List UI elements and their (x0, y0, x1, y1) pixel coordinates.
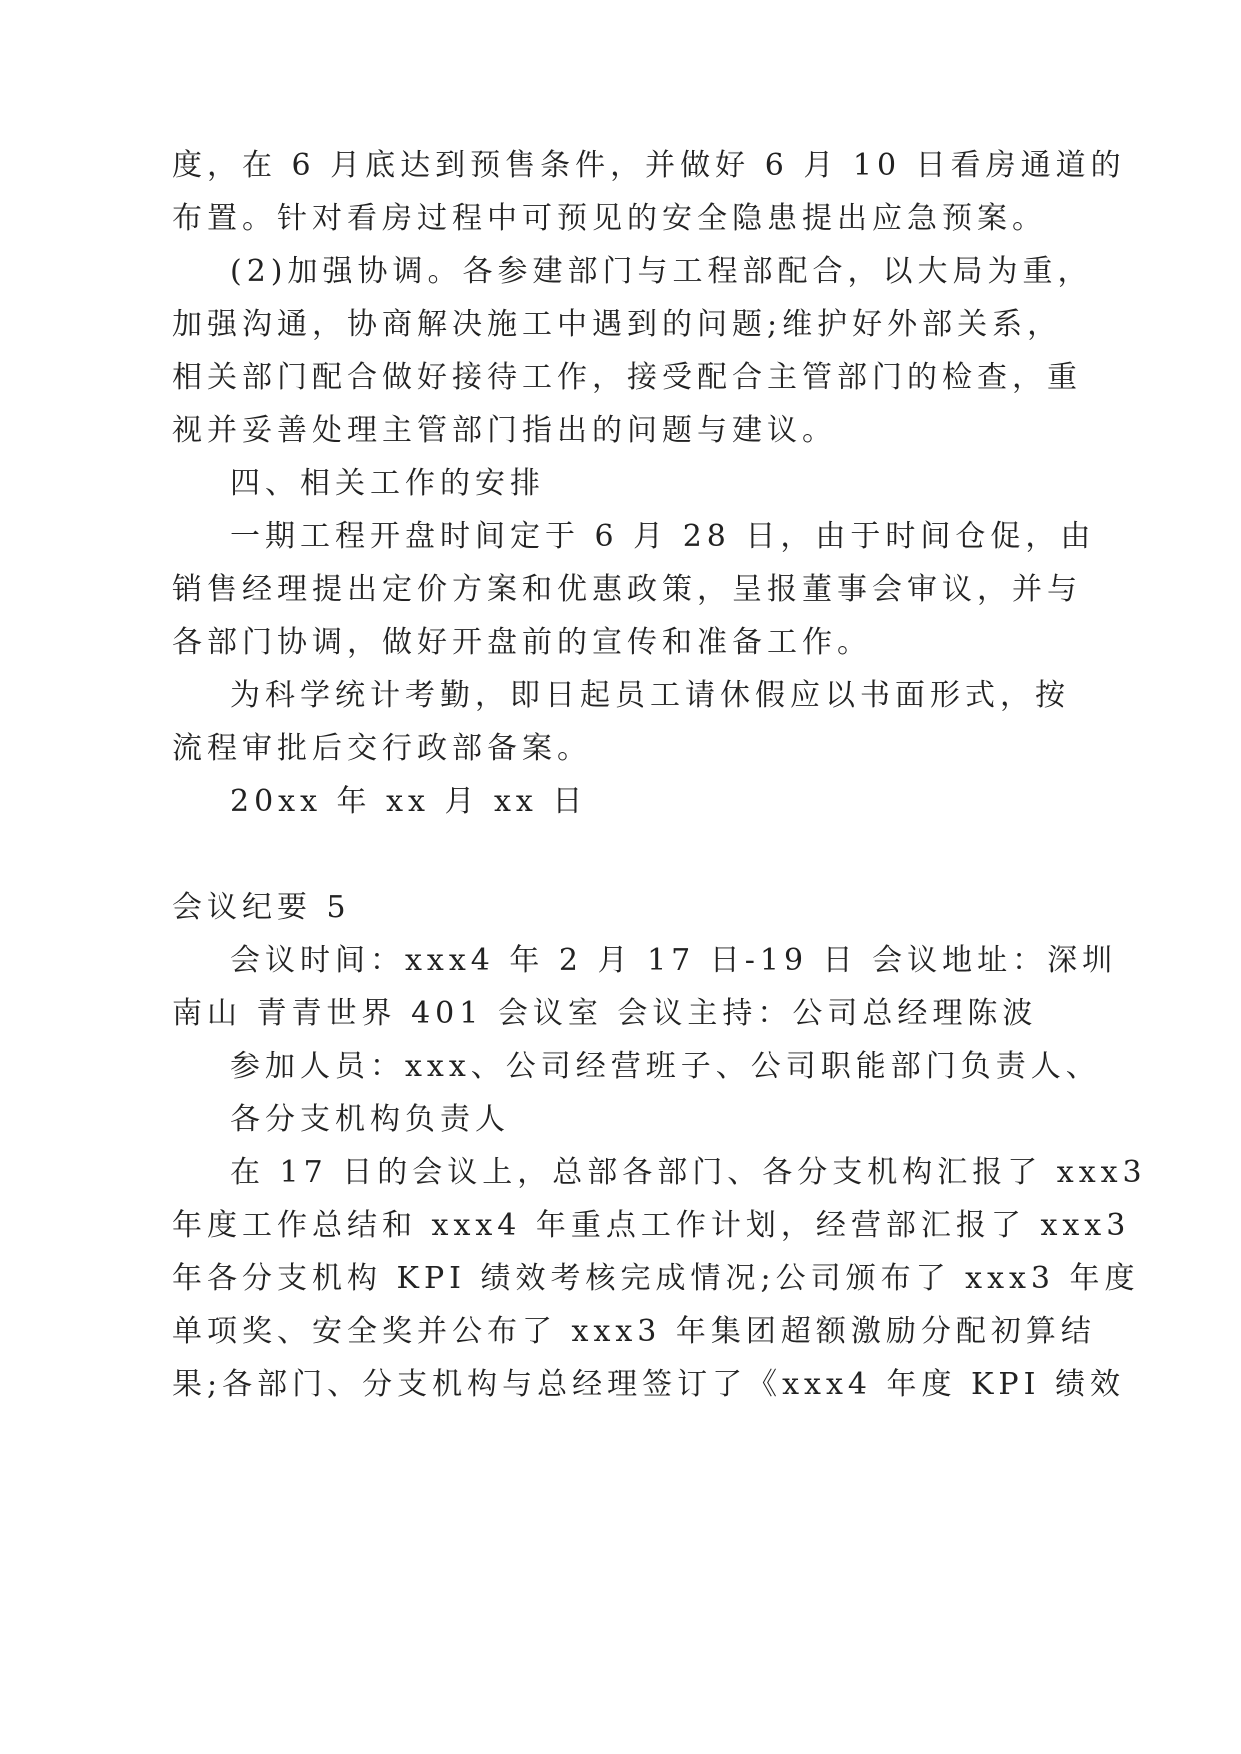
text-line-5: 相关部门配合做好接待工作，接受配合主管部门的检查，重 (172, 360, 1082, 395)
section-heading: 四、相关工作的安排 (230, 466, 545, 501)
meeting-time-line: 会议时间：xxx4 年 2 月 17 日-19 日 会议地址：深圳 (230, 943, 1118, 978)
meeting-location-line: 南山 青青世界 401 会议室 会议主持：公司总经理陈波 (172, 996, 1038, 1031)
text-line-23: 果;各部门、分支机构与总经理签订了《xxx4 年度 KPI 绩效 (172, 1367, 1126, 1402)
attendees-line: 参加人员：xxx、公司经营班子、公司职能部门负责人、 (230, 1049, 1101, 1084)
text-line-12: 流程审批后交行政部备案。 (172, 731, 592, 766)
text-line-6: 视并妥善处理主管部门指出的问题与建议。 (172, 413, 837, 448)
text-line-21: 年各分支机构 KPI 绩效考核完成情况;公司颁布了 xxx3 年度 (172, 1261, 1140, 1296)
text-line-2: 布置。针对看房过程中可预见的安全隐患提出应急预案。 (172, 201, 1047, 236)
date-line: 20xx 年 xx 月 xx 日 (230, 784, 588, 819)
text-line-10: 各部门协调，做好开盘前的宣传和准备工作。 (172, 625, 872, 660)
attendees-line-2: 各分支机构负责人 (230, 1102, 510, 1137)
text-line-8: 一期工程开盘时间定于 6 月 28 日，由于时间仓促，由 (230, 519, 1096, 554)
minutes-title: 会议纪要 5 (172, 890, 351, 925)
text-line-3: (2)加强协调。各参建部门与工程部配合，以大局为重， (230, 254, 1093, 289)
text-line-9: 销售经理提出定价方案和优惠政策，呈报董事会审议，并与 (172, 572, 1082, 607)
text-line-4: 加强沟通，协商解决施工中遇到的问题;维护好外部关系， (172, 307, 1063, 342)
text-line-22: 单项奖、安全奖并公布了 xxx3 年集团超额激励分配初算结 (172, 1314, 1096, 1349)
text-line-1: 度，在 6 月底达到预售条件，并做好 6 月 10 日看房通道的 (172, 148, 1126, 183)
text-line-20: 年度工作总结和 xxx4 年重点工作计划，经营部汇报了 xxx3 (172, 1208, 1131, 1243)
text-line-19: 在 17 日的会议上，总部各部门、各分支机构汇报了 xxx3 (230, 1155, 1147, 1190)
text-line-11: 为科学统计考勤，即日起员工请休假应以书面形式，按 (230, 678, 1070, 713)
